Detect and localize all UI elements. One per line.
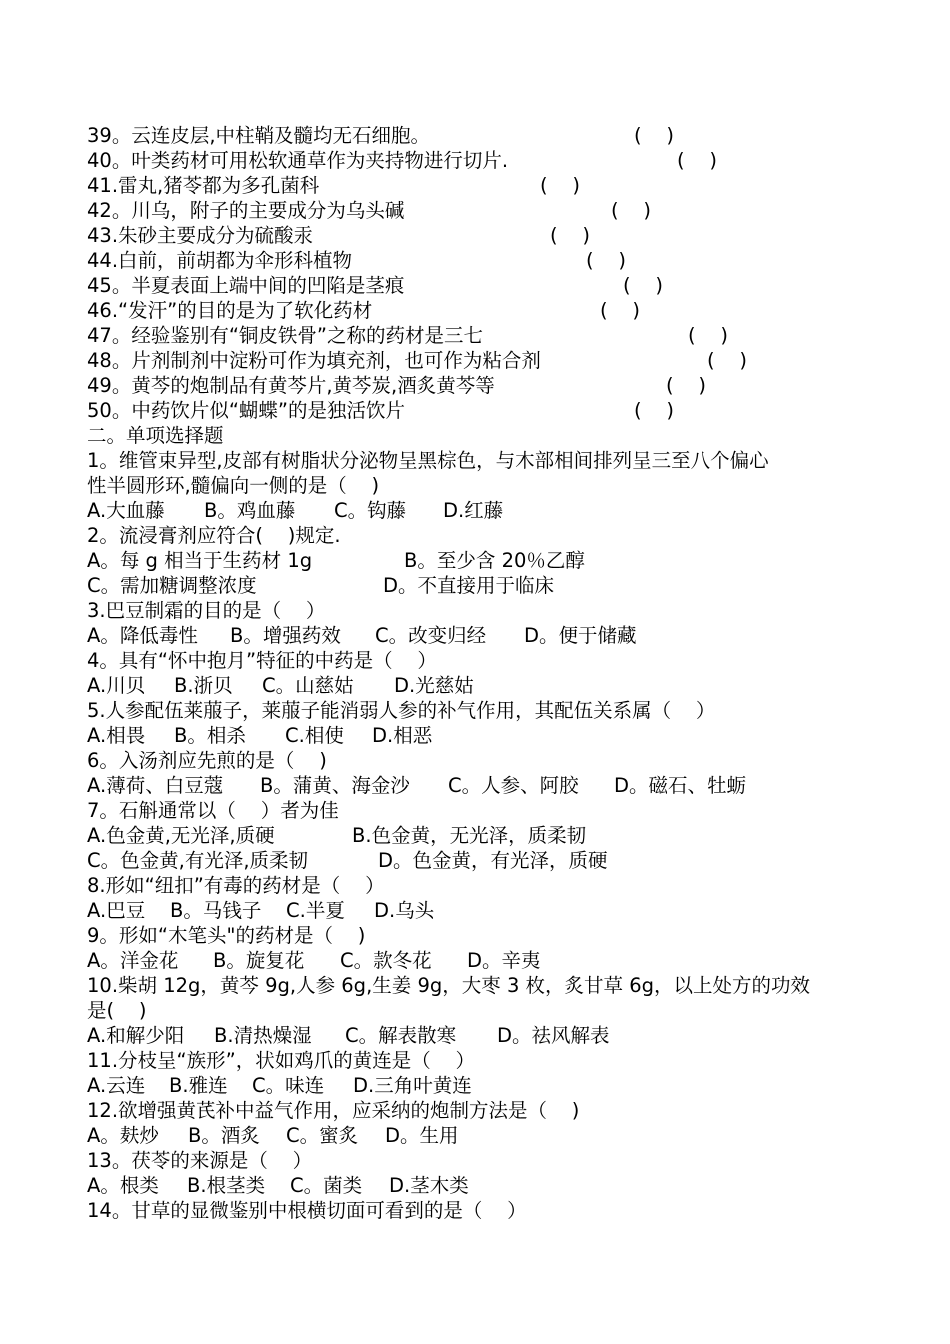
option-d: D.光慈姑 bbox=[394, 674, 474, 697]
answer-blank[interactable]: ( ) bbox=[623, 274, 664, 297]
option-c: C。人参、阿胶 bbox=[448, 774, 579, 797]
option-c: C。改变归经 bbox=[375, 624, 487, 647]
option-a: A。根类 bbox=[87, 1174, 159, 1197]
option-a: A.巴豆 bbox=[87, 899, 146, 922]
question-text: 6。入汤剂应先煎的是（ ) bbox=[87, 749, 327, 772]
tf-item-43 bbox=[87, 223, 313, 248]
option-d: D.相恶 bbox=[372, 724, 433, 747]
option-c: C。色金黄,有光泽,质柔韧 bbox=[87, 849, 309, 872]
option-c: C。蜜炙 bbox=[286, 1124, 359, 1147]
answer-blank[interactable]: ( ) bbox=[634, 399, 675, 422]
answer-blank[interactable]: ( ) bbox=[666, 374, 707, 397]
tf-item-text: 43.朱砂主要成分为硫酸汞 bbox=[87, 224, 314, 247]
question-text: 13。茯苓的来源是（ ） bbox=[87, 1149, 313, 1172]
tf-item-text: 42。川乌，附子的主要成分为乌头碱 bbox=[87, 199, 405, 222]
option-a: A.薄荷、白豆蔻 bbox=[87, 774, 224, 797]
answer-blank[interactable]: ( ) bbox=[677, 149, 718, 172]
tf-item-44 bbox=[87, 248, 352, 273]
option-c: C.半夏 bbox=[286, 899, 345, 922]
question-text: 是( ) bbox=[87, 999, 147, 1022]
question-text: 14。甘草的显微鉴别中根横切面可看到的是（ ） bbox=[87, 1199, 527, 1222]
option-b: B。酒炙 bbox=[188, 1124, 260, 1147]
option-d: D。不直接用于临床 bbox=[383, 574, 555, 597]
tf-item-text: 50。中药饮片似“蝴蝶”的是独活饮片 bbox=[87, 399, 406, 422]
answer-blank[interactable]: ( ) bbox=[540, 174, 581, 197]
question-text: 12.欲增强黄芪补中益气作用，应采纳的炮制方法是（ ) bbox=[87, 1099, 580, 1122]
tf-item-47 bbox=[87, 323, 483, 348]
tf-item-text: 39。云连皮层,中柱鞘及髓均无石细胞。 bbox=[87, 124, 431, 147]
tf-item-text: 41.雷丸,猪苓都为多孔菌科 bbox=[87, 174, 320, 197]
option-a: A.相畏 bbox=[87, 724, 146, 747]
question-text: 性半圆形环,髓偏向一侧的是（ ) bbox=[87, 474, 380, 497]
tf-item-45 bbox=[87, 273, 404, 298]
option-b: B。增强药效 bbox=[230, 624, 341, 647]
option-a: A。洋金花 bbox=[87, 949, 179, 972]
tf-item-39 bbox=[87, 123, 430, 148]
option-c: C。钩藤 bbox=[334, 499, 407, 522]
tf-item-text: 47。经验鉴别有“铜皮铁骨”之称的药材是三七 bbox=[87, 324, 484, 347]
option-d: D。色金黄，有光泽，质硬 bbox=[378, 849, 608, 872]
option-d: D.三角叶黄连 bbox=[353, 1074, 472, 1097]
option-c: C.相使 bbox=[285, 724, 344, 747]
option-c: C。解表散寒 bbox=[345, 1024, 457, 1047]
question-text: 7。石斛通常以（ ）者为佳 bbox=[87, 799, 339, 822]
tf-item-text: 46.“发汗”的目的是为了软化药材 bbox=[87, 299, 373, 322]
answer-blank[interactable]: ( ) bbox=[586, 249, 627, 272]
tf-item-49 bbox=[87, 373, 495, 398]
tf-item-50 bbox=[87, 398, 405, 423]
question-text: 9。形如“木笔头"的药材是（ ) bbox=[87, 924, 366, 947]
option-a: A。麸炒 bbox=[87, 1124, 159, 1147]
option-b: B。马钱子 bbox=[170, 899, 262, 922]
option-c: C。菌类 bbox=[290, 1174, 363, 1197]
tf-item-42 bbox=[87, 198, 404, 223]
option-d: D.红藤 bbox=[443, 499, 504, 522]
question-text: 11.分枝呈“族形”，状如鸡爪的黄连是（ ） bbox=[87, 1049, 476, 1072]
question-text: 8.形如“纽扣”有毒的药材是（ ） bbox=[87, 874, 385, 897]
answer-blank[interactable]: ( ) bbox=[550, 224, 591, 247]
option-b: B.清热燥湿 bbox=[214, 1024, 312, 1047]
question-text: 3.巴豆制霜的目的是（ ） bbox=[87, 599, 326, 622]
option-d: D。辛夷 bbox=[467, 949, 541, 972]
question-text: 2。流浸膏剂应符合( )规定. bbox=[87, 524, 341, 547]
option-a: A.和解少阳 bbox=[87, 1024, 185, 1047]
option-b: B。相杀 bbox=[174, 724, 246, 747]
option-d: D。便于储藏 bbox=[524, 624, 637, 647]
option-b: B.雅连 bbox=[169, 1074, 228, 1097]
tf-item-text: 45。半夏表面上端中间的凹陷是茎痕 bbox=[87, 274, 405, 297]
option-b: B。鸡血藤 bbox=[204, 499, 296, 522]
option-d: D。生用 bbox=[385, 1124, 459, 1147]
option-c: C。山慈姑 bbox=[262, 674, 354, 697]
option-a: A。每 g 相当于生药材 1g bbox=[87, 549, 313, 572]
question-text: 4。具有“怀中抱月”特征的中药是（ ） bbox=[87, 649, 437, 672]
tf-item-text: 44.白前，前胡都为伞形科植物 bbox=[87, 249, 353, 272]
question-text: 1。维管束异型,皮部有树脂状分泌物呈黑棕色，与木部相间排列呈三至八个偏心 bbox=[87, 449, 769, 472]
answer-blank[interactable]: ( ) bbox=[600, 299, 641, 322]
option-a: A.川贝 bbox=[87, 674, 146, 697]
answer-blank[interactable]: ( ) bbox=[707, 349, 748, 372]
tf-item-46 bbox=[87, 298, 372, 323]
option-c: C。款冬花 bbox=[340, 949, 432, 972]
option-d: D。磁石、牡蛎 bbox=[614, 774, 747, 797]
option-c: C。味连 bbox=[252, 1074, 325, 1097]
tf-item-text: 40。叶类药材可用松软通草作为夹持物进行切片. bbox=[87, 149, 509, 172]
question-text: 10.柴胡 12g，黄芩 9g,人参 6g,生姜 9g，大枣 3 枚，炙甘草 6g，以上处方的功效 bbox=[87, 974, 811, 997]
tf-item-48 bbox=[87, 348, 541, 373]
section-title: 二。单项选择题 bbox=[87, 424, 224, 447]
option-b: B。旋复花 bbox=[213, 949, 305, 972]
option-b: B。至少含 20％乙醇 bbox=[404, 549, 585, 572]
tf-item-text: 48。片剂制剂中淀粉可作为填充剂，也可作为粘合剂 bbox=[87, 349, 541, 372]
option-d: D.茎木类 bbox=[389, 1174, 469, 1197]
option-c: C。需加糖调整浓度 bbox=[87, 574, 257, 597]
answer-blank[interactable]: ( ) bbox=[611, 199, 652, 222]
option-a: A.云连 bbox=[87, 1074, 146, 1097]
option-a: A.色金黄,无光泽,质硬 bbox=[87, 824, 275, 847]
option-b: B。蒲黄、海金沙 bbox=[260, 774, 410, 797]
answer-blank[interactable]: ( ) bbox=[688, 324, 729, 347]
option-d: D.乌头 bbox=[374, 899, 435, 922]
option-b: B.根茎类 bbox=[187, 1174, 266, 1197]
tf-item-text: 49。黄芩的炮制品有黄芩片,黄芩炭,酒炙黄芩等 bbox=[87, 374, 495, 397]
option-a: A.大血藤 bbox=[87, 499, 165, 522]
tf-item-40 bbox=[87, 148, 508, 173]
question-text: 5.人参配伍莱菔子，莱菔子能消弱人参的补气作用，其配伍关系属（ ） bbox=[87, 699, 716, 722]
answer-blank[interactable]: ( ) bbox=[634, 124, 675, 147]
option-b: B.浙贝 bbox=[174, 674, 233, 697]
option-d: D。祛风解表 bbox=[497, 1024, 610, 1047]
option-b: B.色金黄，无光泽，质柔韧 bbox=[352, 824, 587, 847]
option-a: A。降低毒性 bbox=[87, 624, 198, 647]
tf-item-41 bbox=[87, 173, 319, 198]
